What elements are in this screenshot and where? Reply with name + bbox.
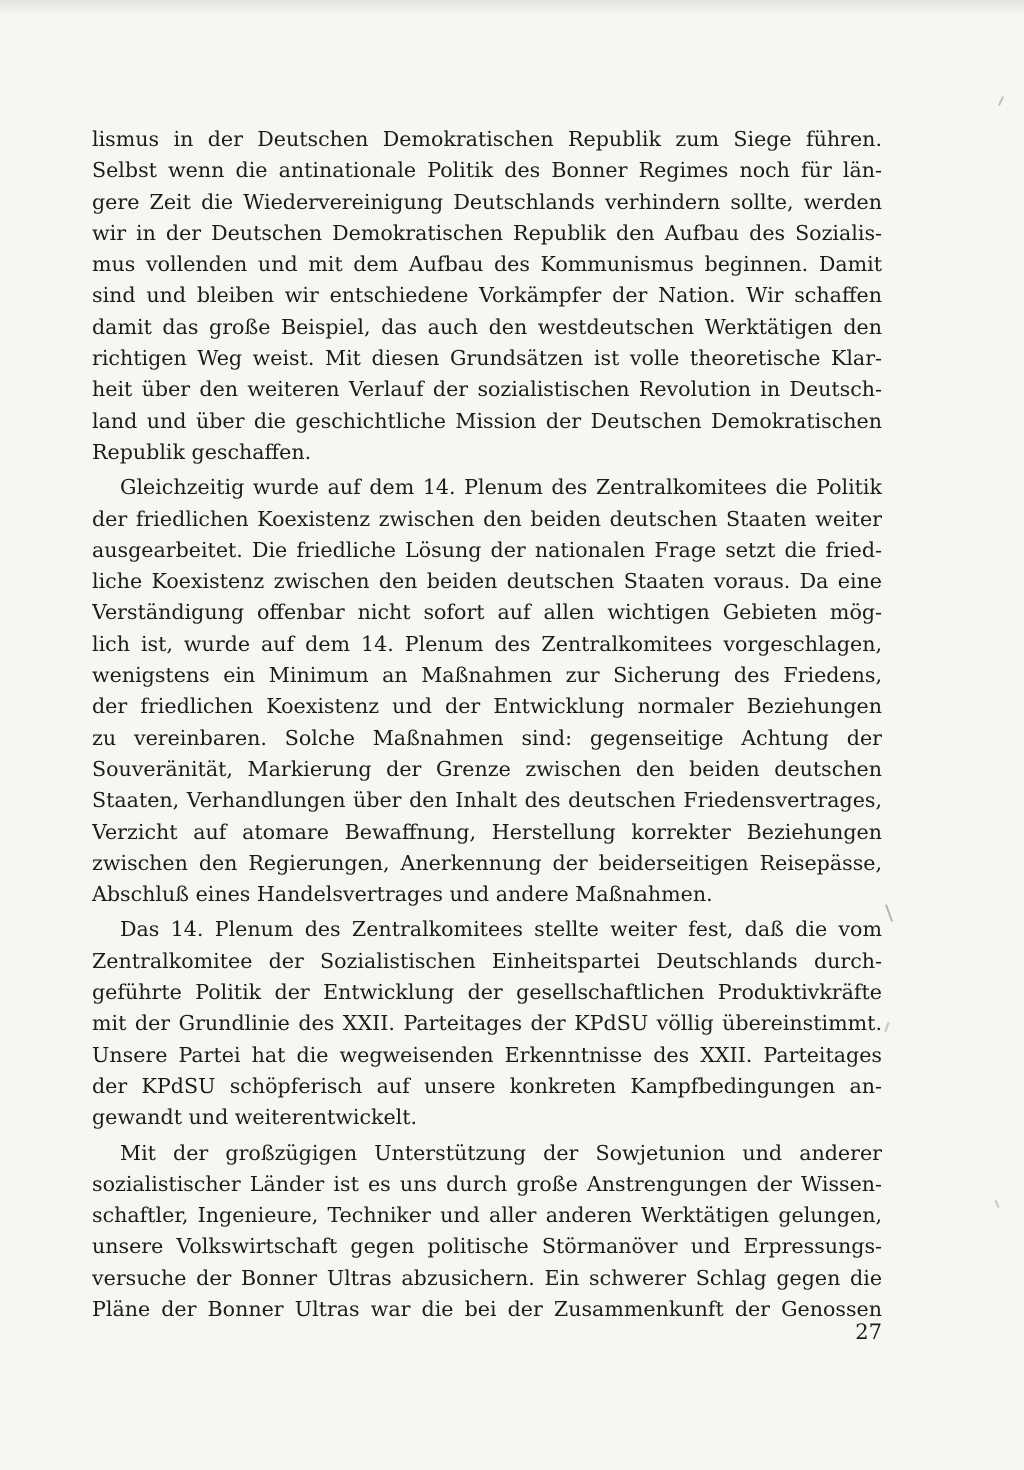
text-line: zu vereinbaren. Solche Maßnahmen sind: gegenseitige Achtung der [92, 725, 882, 750]
text-line: ausgearbeitet. Die friedliche Lösung der nationalen Frage setzt die fried- [92, 537, 882, 562]
paragraph-3 [92, 914, 882, 1133]
text-line: Staaten, Verhandlungen über den Inhalt des deutschen Friedensvertrages, [92, 788, 882, 813]
text-line: der friedlichen Koexistenz zwischen den beiden deutschen Staaten weiter [92, 506, 882, 531]
text-line: heit über den weiteren Verlauf der sozialistischen Revolution in Deutsch- [92, 377, 882, 402]
scan-edge-shadow [0, 0, 1024, 14]
text-line: versuche der Bonner Ultras abzusichern. Ein schwerer Schlag gegen die [92, 1265, 882, 1290]
text-line: Das 14. Plenum des Zentralkomitees stellte weiter fest, daß die vom [120, 917, 882, 942]
text-line: gewandt und weiterentwickelt. [92, 1105, 418, 1130]
text-line: lismus in der Deutschen Demokratischen Republik zum Siege führen. [92, 127, 882, 151]
text-line: sind und bleiben wir entschiedene Vorkämpfer der Nation. Wir schaffen [92, 283, 882, 308]
text-line: unsere Volkswirtschaft gegen politische Störmanöver und Erpressungs- [92, 1234, 882, 1259]
page-number: 27 [855, 1320, 882, 1344]
text-line: liche Koexistenz zwischen den beiden deutschen Staaten voraus. Da eine [92, 569, 882, 594]
text-line: zwischen den Regierungen, Anerkennung der beiderseitigen Reisepässe, [92, 850, 882, 875]
text-line: Zentralkomitee der Sozialistischen Einheitspartei Deutschlands durch- [92, 948, 882, 973]
text-line: mus vollenden und mit dem Aufbau des Kommunismus beginnen. Damit [92, 252, 882, 277]
text-line: lich ist, wurde auf dem 14. Plenum des Zentralkomitees vorgeschlagen, [92, 631, 882, 656]
text-line: Unsere Partei hat die wegweisenden Erkenntnisse des XXII. Parteitages [92, 1042, 882, 1067]
paragraph-4 [92, 1138, 882, 1326]
text-line: damit das große Beispiel, das auch den westdeutschen Werktätigen den [92, 314, 882, 339]
text-line: Souveränität, Markierung der Grenze zwischen den beiden deutschen [92, 756, 882, 781]
text-line: Mit der großzügigen Unterstützung der Sowjetunion und anderer [120, 1140, 882, 1165]
text-line: wenigstens ein Minimum an Maßnahmen zur Sicherung des Friedens, [92, 663, 882, 688]
text-line: sozialistischer Länder ist es uns durch große Anstrengungen der Wissen- [92, 1171, 882, 1196]
text-line: Republik geschaffen. [92, 439, 312, 464]
text-line: richtigen Weg weist. Mit diesen Grundsätzen ist volle theoretische Klar- [92, 346, 882, 371]
scan-mark [994, 1200, 999, 1208]
text-line: der friedlichen Koexistenz und der Entwicklung normaler Beziehungen [92, 694, 882, 719]
paragraph-1 [92, 124, 882, 468]
page-body [92, 124, 882, 1329]
scan-mark [884, 1022, 889, 1032]
scan-mark [998, 96, 1004, 106]
text-line: geführte Politik der Entwicklung der gesellschaftlichen Produktivkräfte [92, 980, 882, 1005]
text-line: gere Zeit die Wiedervereinigung Deutschlands verhindern sollte, werden [92, 189, 882, 214]
text-line: der KPdSU schöpferisch auf unsere konkreten Kampfbedingungen an- [92, 1073, 882, 1098]
text-line: Abschluß eines Handelsvertrages und andere Maßnahmen. [92, 882, 713, 907]
paragraph-2 [92, 472, 882, 910]
text-line: Verzicht auf atomare Bewaffnung, Herstellung korrekter Beziehungen [92, 819, 882, 844]
text-line: schaftler, Ingenieure, Techniker und aller anderen Werktätigen gelungen, [92, 1203, 882, 1228]
scan-mark [885, 904, 893, 922]
text-line: Pläne der Bonner Ultras war die bei der Zusammenkunft der Genossen [92, 1296, 882, 1321]
text-line: Selbst wenn die antinationale Politik des Bonner Regimes noch für län- [92, 158, 882, 183]
text-line: wir in der Deutschen Demokratischen Republik den Aufbau des Sozialis- [92, 220, 882, 245]
text-line: mit der Grundlinie des XXII. Parteitages der KPdSU völlig übereinstimmt. [92, 1011, 882, 1036]
text-line: Gleichzeitig wurde auf dem 14. Plenum des Zentralkomitees die Politik [120, 475, 882, 500]
text-line: land und über die geschichtliche Mission der Deutschen Demokratischen [92, 408, 882, 433]
text-line: Verständigung offenbar nicht sofort auf allen wichtigen Gebieten mög- [92, 600, 882, 625]
